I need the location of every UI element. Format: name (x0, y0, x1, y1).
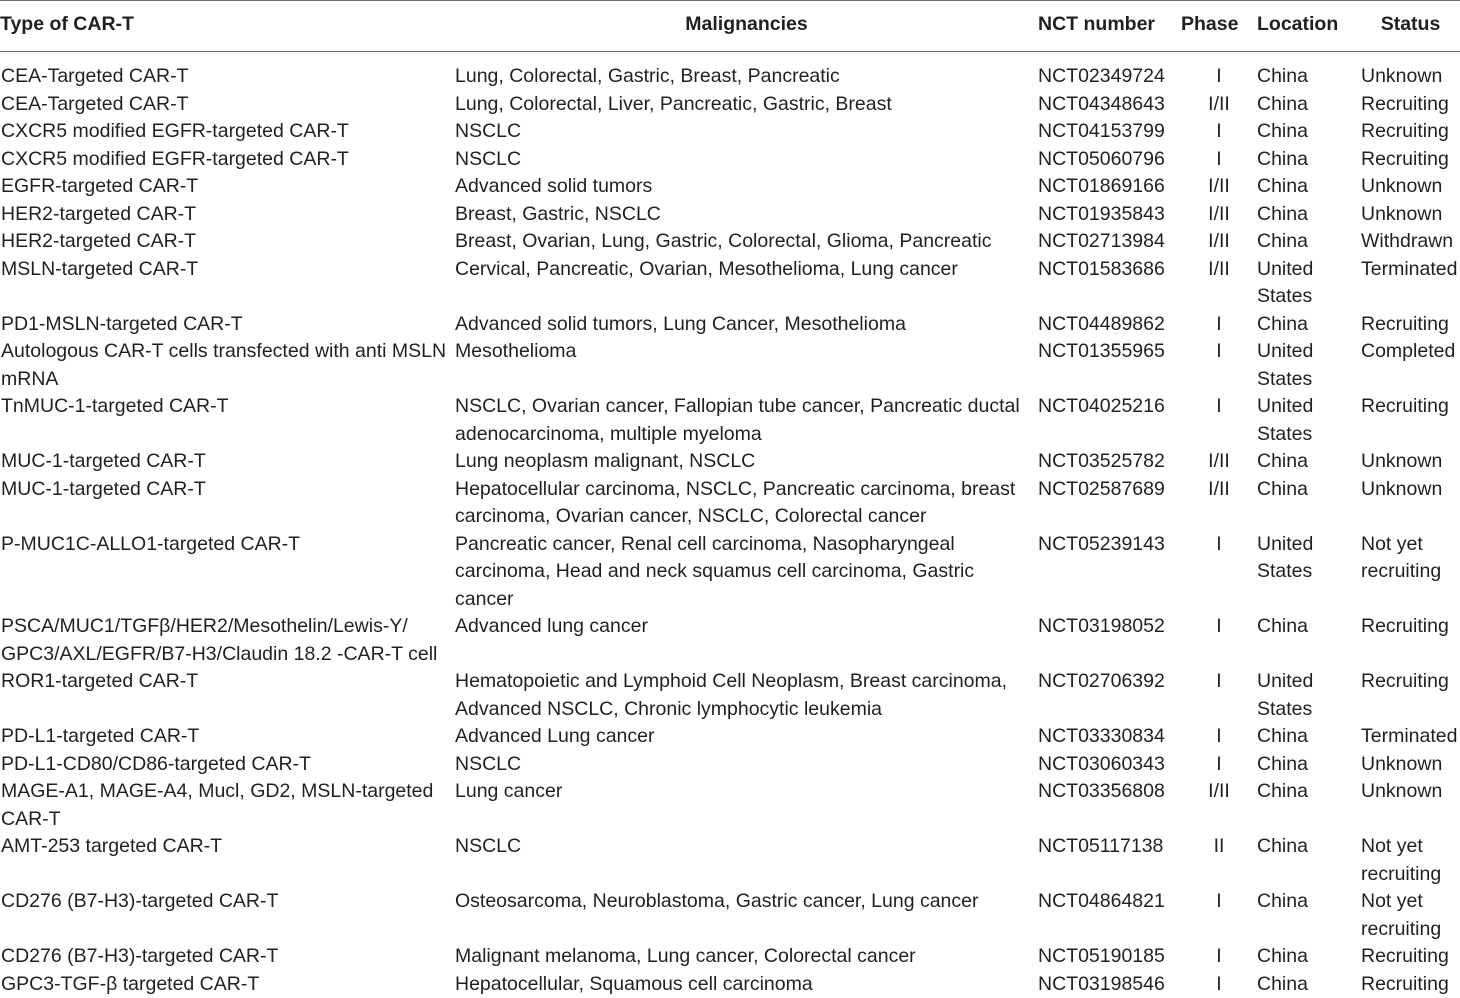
cell-status: Unknown (1361, 52, 1460, 91)
cell-phase: I (1181, 393, 1257, 448)
cell-status: Recruiting (1361, 613, 1460, 668)
header-phase: Phase (1181, 1, 1257, 52)
cell-status: Terminated (1361, 723, 1460, 751)
cell-status: Recruiting (1361, 118, 1460, 146)
cell-phase: I (1181, 311, 1257, 339)
header-nct-number: NCT number (1038, 1, 1181, 52)
table-row (0, 476, 1460, 531)
cell-phase: I/II (1181, 778, 1257, 833)
cell-nct-number: NCT02713984 (1038, 228, 1181, 256)
header-location: Location (1257, 1, 1361, 52)
cell-nct-number: NCT05239143 (1038, 531, 1181, 614)
cell-nct-number: NCT01869166 (1038, 173, 1181, 201)
cell-phase: I (1181, 888, 1257, 943)
cell-malignancies: Advanced solid tumors, Lung Cancer, Mesothelioma (455, 311, 1038, 339)
header-malignancies: Malignancies (455, 1, 1038, 52)
cell-malignancies: Breast, Ovarian, Lung, Gastric, Colorectal, Glioma, Pancreatic (455, 228, 1038, 256)
cell-malignancies: Cervical, Pancreatic, Ovarian, Mesothelioma, Lung cancer (455, 256, 1038, 311)
cell-nct-number: NCT03356808 (1038, 778, 1181, 833)
table-row (0, 338, 1460, 393)
cell-status: Withdrawn (1361, 228, 1460, 256)
cell-malignancies: Osteosarcoma, Neuroblastoma, Gastric cancer, Lung cancer (455, 888, 1038, 943)
cell-type: PD-L1-targeted CAR-T (0, 723, 455, 751)
table-row (0, 531, 1460, 614)
cell-malignancies: Hematopoietic and Lymphoid Cell Neoplasm, Breast carcinoma, Advanced NSCLC, Chronic lymphocytic leukemia (455, 668, 1038, 723)
cell-type: HER2-targeted CAR-T (0, 201, 455, 229)
table-body (0, 52, 1460, 998)
cell-phase: I/II (1181, 256, 1257, 311)
cell-status: Terminated (1361, 256, 1460, 311)
header-status: Status (1361, 1, 1460, 52)
cell-location: China (1257, 723, 1361, 751)
cell-location: China (1257, 751, 1361, 779)
table-row (0, 448, 1460, 476)
cell-nct-number: NCT03198052 (1038, 613, 1181, 668)
cell-status: Unknown (1361, 201, 1460, 229)
cell-status: Unknown (1361, 448, 1460, 476)
cell-malignancies: NSCLC (455, 833, 1038, 888)
cell-phase: I/II (1181, 228, 1257, 256)
cell-nct-number: NCT03525782 (1038, 448, 1181, 476)
cell-malignancies: Malignant melanoma, Lung cancer, Colorectal cancer (455, 943, 1038, 971)
cell-location: China (1257, 971, 1361, 998)
cell-nct-number: NCT05117138 (1038, 833, 1181, 888)
cell-status: Not yet recruiting (1361, 833, 1460, 888)
cell-status: Recruiting (1361, 971, 1460, 998)
table-row (0, 91, 1460, 119)
cell-location: China (1257, 146, 1361, 174)
cell-type: PD1-MSLN-targeted CAR-T (0, 311, 455, 339)
table-header (0, 1, 1460, 52)
cell-nct-number: NCT04864821 (1038, 888, 1181, 943)
cell-type: Autologous CAR-T cells transfected with anti MSLN mRNA (0, 338, 455, 393)
cell-nct-number: NCT05060796 (1038, 146, 1181, 174)
cell-phase: I (1181, 751, 1257, 779)
cell-malignancies: Hepatocellular carcinoma, NSCLC, Pancreatic carcinoma, breast carcinoma, Ovarian cancer, NSCLC, Colorectal cancer (455, 476, 1038, 531)
cell-location: China (1257, 201, 1361, 229)
cell-location: United States (1257, 256, 1361, 311)
cell-type: ROR1-targeted CAR-T (0, 668, 455, 723)
cell-status: Completed (1361, 338, 1460, 393)
cell-location: China (1257, 52, 1361, 91)
cell-nct-number: NCT02587689 (1038, 476, 1181, 531)
cell-type: MAGE-A1, MAGE-A4, Mucl, GD2, MSLN-targeted CAR-T (0, 778, 455, 833)
cell-nct-number: NCT03198546 (1038, 971, 1181, 998)
cell-status: Not yet recruiting (1361, 531, 1460, 614)
cell-status: Not yet recruiting (1361, 888, 1460, 943)
cell-malignancies: Lung neoplasm malignant, NSCLC (455, 448, 1038, 476)
cell-location: China (1257, 448, 1361, 476)
table-row (0, 751, 1460, 779)
table-row (0, 668, 1460, 723)
table-row (0, 118, 1460, 146)
cell-type: GPC3-TGF-β targeted CAR-T (0, 971, 455, 998)
cell-malignancies: Breast, Gastric, NSCLC (455, 201, 1038, 229)
cell-malignancies: NSCLC (455, 118, 1038, 146)
cell-nct-number: NCT04348643 (1038, 91, 1181, 119)
table-row (0, 833, 1460, 888)
cell-status: Recruiting (1361, 668, 1460, 723)
cell-nct-number: NCT04489862 (1038, 311, 1181, 339)
cell-phase: I (1181, 613, 1257, 668)
cell-location: United States (1257, 668, 1361, 723)
cell-malignancies: Hepatocellular, Squamous cell carcinoma (455, 971, 1038, 998)
cell-status: Recruiting (1361, 943, 1460, 971)
cell-type: MSLN-targeted CAR-T (0, 256, 455, 311)
cell-malignancies: NSCLC (455, 146, 1038, 174)
table-row (0, 778, 1460, 833)
cell-nct-number: NCT01583686 (1038, 256, 1181, 311)
cell-location: China (1257, 228, 1361, 256)
cell-phase: I (1181, 723, 1257, 751)
table-row (0, 943, 1460, 971)
cell-phase: II (1181, 833, 1257, 888)
cell-status: Unknown (1361, 751, 1460, 779)
cell-type: PSCA/MUC1/TGFβ/HER2/Mesothelin/Lewis-Y/ GPC3/AXL/EGFR/B7-H3/Claudin 18.2 -CAR-T cell (0, 613, 455, 668)
cell-phase: I/II (1181, 476, 1257, 531)
cell-status: Recruiting (1361, 393, 1460, 448)
cell-location: China (1257, 833, 1361, 888)
cell-nct-number: NCT04153799 (1038, 118, 1181, 146)
cell-phase: I/II (1181, 173, 1257, 201)
cell-nct-number: NCT03330834 (1038, 723, 1181, 751)
cell-malignancies: Pancreatic cancer, Renal cell carcinoma, Nasopharyngeal carcinoma, Head and neck squamus cell carcinoma, Gastric cancer (455, 531, 1038, 614)
cell-nct-number: NCT02706392 (1038, 668, 1181, 723)
cell-phase: I/II (1181, 201, 1257, 229)
cell-type: CD276 (B7-H3)-targeted CAR-T (0, 943, 455, 971)
table-row (0, 393, 1460, 448)
cell-type: PD-L1-CD80/CD86-targeted CAR-T (0, 751, 455, 779)
cell-nct-number: NCT04025216 (1038, 393, 1181, 448)
cell-location: China (1257, 943, 1361, 971)
header-row (0, 1, 1460, 52)
table-row (0, 146, 1460, 174)
cell-type: AMT-253 targeted CAR-T (0, 833, 455, 888)
cell-type: TnMUC-1-targeted CAR-T (0, 393, 455, 448)
table-row (0, 256, 1460, 311)
cell-location: China (1257, 91, 1361, 119)
cell-malignancies: Lung, Colorectal, Gastric, Breast, Pancreatic (455, 52, 1038, 91)
cell-location: China (1257, 778, 1361, 833)
cell-type: CD276 (B7-H3)-targeted CAR-T (0, 888, 455, 943)
table-row (0, 311, 1460, 339)
cell-type: CXCR5 modified EGFR-targeted CAR-T (0, 146, 455, 174)
cell-status: Recruiting (1361, 91, 1460, 119)
cell-type: MUC-1-targeted CAR-T (0, 476, 455, 531)
cell-phase: I (1181, 668, 1257, 723)
cell-type: CEA-Targeted CAR-T (0, 91, 455, 119)
cell-location: United States (1257, 531, 1361, 614)
cell-phase: I (1181, 943, 1257, 971)
cell-location: United States (1257, 338, 1361, 393)
cell-type: MUC-1-targeted CAR-T (0, 448, 455, 476)
table-row (0, 613, 1460, 668)
cell-location: China (1257, 311, 1361, 339)
table-row (0, 228, 1460, 256)
cell-phase: I (1181, 531, 1257, 614)
cell-malignancies: NSCLC, Ovarian cancer, Fallopian tube cancer, Pancreatic ductal adenocarcinoma, multiple myeloma (455, 393, 1038, 448)
cell-phase: I (1181, 118, 1257, 146)
cell-phase: I (1181, 971, 1257, 998)
cell-type: CXCR5 modified EGFR-targeted CAR-T (0, 118, 455, 146)
cell-location: China (1257, 118, 1361, 146)
cell-malignancies: Lung cancer (455, 778, 1038, 833)
cell-type: P-MUC1C-ALLO1-targeted CAR-T (0, 531, 455, 614)
cell-type: CEA-Targeted CAR-T (0, 52, 455, 91)
cell-phase: I (1181, 338, 1257, 393)
cell-location: United States (1257, 393, 1361, 448)
cell-status: Unknown (1361, 476, 1460, 531)
cell-phase: I (1181, 146, 1257, 174)
cell-malignancies: NSCLC (455, 751, 1038, 779)
table-row (0, 971, 1460, 998)
cell-malignancies: Lung, Colorectal, Liver, Pancreatic, Gastric, Breast (455, 91, 1038, 119)
cell-type: EGFR-targeted CAR-T (0, 173, 455, 201)
cell-phase: I (1181, 52, 1257, 91)
cell-nct-number: NCT05190185 (1038, 943, 1181, 971)
cell-status: Unknown (1361, 173, 1460, 201)
cell-nct-number: NCT02349724 (1038, 52, 1181, 91)
cell-malignancies: Advanced lung cancer (455, 613, 1038, 668)
cell-type: HER2-targeted CAR-T (0, 228, 455, 256)
header-type: Type of CAR-T (0, 1, 455, 52)
cell-malignancies: Mesothelioma (455, 338, 1038, 393)
table-row (0, 52, 1460, 91)
table-row (0, 888, 1460, 943)
cell-location: China (1257, 476, 1361, 531)
cell-malignancies: Advanced Lung cancer (455, 723, 1038, 751)
cell-status: Recruiting (1361, 311, 1460, 339)
cell-status: Recruiting (1361, 146, 1460, 174)
cell-location: China (1257, 613, 1361, 668)
cell-location: China (1257, 888, 1361, 943)
table-row (0, 723, 1460, 751)
cell-nct-number: NCT01935843 (1038, 201, 1181, 229)
cell-nct-number: NCT03060343 (1038, 751, 1181, 779)
cell-phase: I/II (1181, 448, 1257, 476)
table-row (0, 201, 1460, 229)
cell-status: Unknown (1361, 778, 1460, 833)
cell-nct-number: NCT01355965 (1038, 338, 1181, 393)
cell-location: China (1257, 173, 1361, 201)
table-row (0, 173, 1460, 201)
cell-phase: I/II (1181, 91, 1257, 119)
cell-malignancies: Advanced solid tumors (455, 173, 1038, 201)
